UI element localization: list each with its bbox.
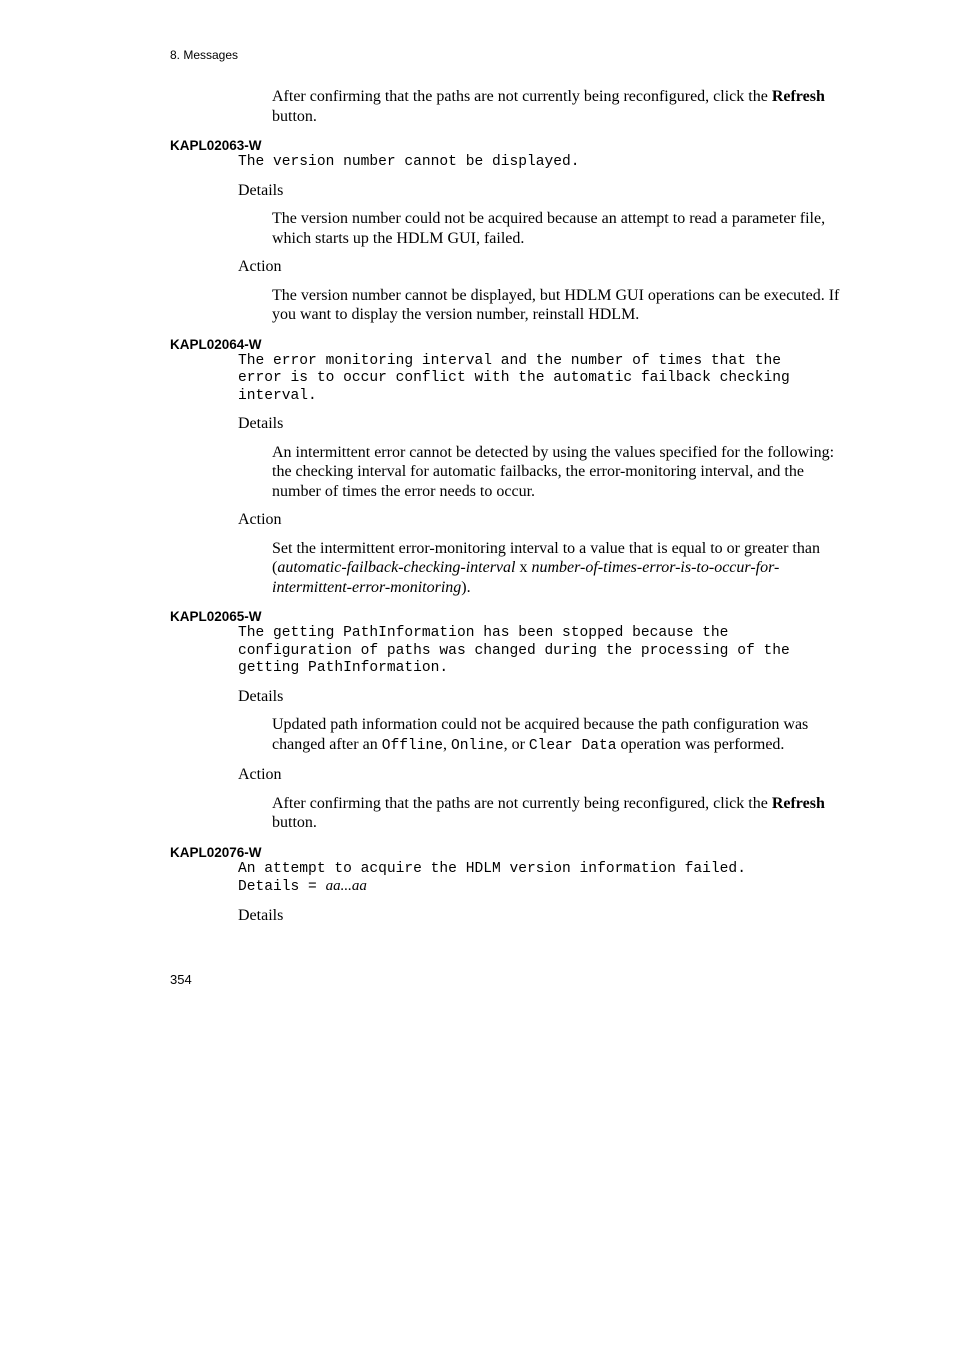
action-paragraph: The version number cannot be displayed, but HDLM GUI operations can be executed. If you want to display the version number, reinstall HDLM. [272,286,840,323]
action-label: Action [238,766,282,783]
details-paragraph: An intermittent error cannot be detected by using the values specified for the following: the checking interval for automatic failbacks, the error-monitoring interval, and the number of times the error needs to occur. [272,443,835,500]
message-text: The version number cannot be displayed. [238,154,580,170]
action-paragraph: After confirming that the paths are not currently being reconfigured, click the Refresh button. [272,794,825,831]
action-label: Action [238,511,282,528]
details-paragraph: Updated path information could not be acquired because the path configuration was changed after an Offline, Online, or Clear Data operation was performed. [272,716,809,754]
message-id: KAPL02076-W [170,844,262,860]
page-content [170,87,850,925]
details-label: Details [238,415,284,432]
details-label: Details [238,687,284,705]
message-id: KAPL02063-W [170,138,262,153]
page-number: 354 [170,972,192,987]
running-header: 8. Messages [170,48,239,62]
details-label: Details [238,906,284,924]
details-label: Details [238,181,284,199]
message-id: KAPL02064-W [170,336,262,352]
details-paragraph: The version number could not be acquired because an attempt to read a parameter file, which starts up the HDLM GUI, failed. [272,210,826,247]
intro-paragraph: After confirming that the paths are not currently being reconfigured, click the Refresh button. [272,88,825,125]
message-text: The error monitoring interval and the number of times that the error is to occur conflict with the automatic failback checking interval. [238,352,790,404]
message-text: The getting PathInformation has been stopped because the configuration of paths was changed during the processing of the getting PathInformation. [238,625,790,676]
message-text: An attempt to acquire the HDLM version information failed. Details = aa...aa [238,860,746,895]
action-paragraph: Set the intermittent error-monitoring interval to a value that is equal to or greater than (automatic-failback-checking-interval x number-of-times-error-is-to-occur-for-intermittent-error-monitoring). [272,539,820,596]
message-id: KAPL02065-W [170,609,262,624]
action-label: Action [238,258,282,275]
